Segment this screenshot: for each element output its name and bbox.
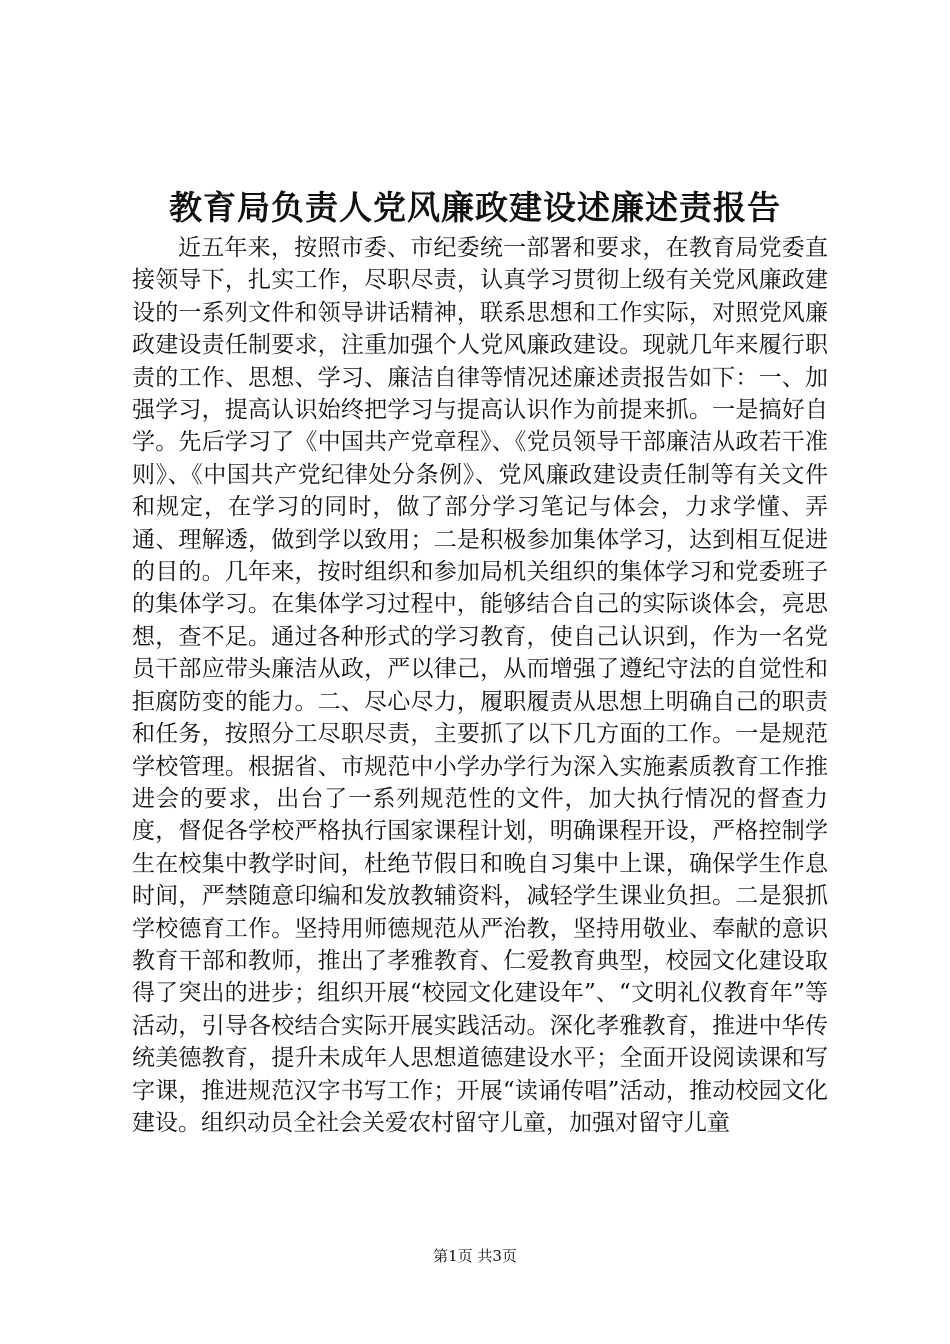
page-number-footer: 第1页 共3页 (433, 1247, 517, 1265)
document-body-paragraph: 近五年来，按照市委、市纪委统一部署和要求，在教育局党委直接领导下，扎实工作，尽职尽责，认真学习贯彻上级有关党风廉政建设的一系列文件和领导讲话精神，联系思想和工作实际，对照党风廉政建设责任制要求，注重加强个人党风廉政建设。现就几年来履行职责的工作、思想、学习、廉洁自律等情况述廉述责报告如下：一、加强学习，提高认识始终把学习与提高认识作为前提来抓。一是搞好自学。先后学习了《中国共产党章程》、《党员领导干部廉洁从政若干准则》、《中国共产党纪律处分条例》、党风廉政建设责任制等有关文件和规定，在学习的同时，做了部分学习笔记与体会，力求学懂、弄通、理解透，做到学以致用；二是积极参加集体学习，达到相互促进的目的。几年来，按时组织和参加局机关组织的集体学习和党委班子的集体学习。在集体学习过程中，能够结合自己的实际谈体会，亮思想，查不足。通过各种形式的学习教育，使自己认识到，作为一名党员干部应带头廉洁从政，严以律己，从而增强了遵纪守法的自觉性和拒腐防变的能力。二、尽心尽力，履职履责从思想上明确自己的职责和任务，按照分工尽职尽责，主要抓了以下几方面的工作。一是规范学校管理。根据省、市规范中小学办学行为深入实施素质教育工作推进会的要求，出台了一系列规范性的文件，加大执行情况的督查力度，督促各学校严格执行国家课程计划，明确课程开设，严格控制学生在校集中教学时间，杜绝节假日和晚自习集中上课，确保学生作息时间，严禁随意印编和发放教辅资料，减轻学生课业负担。二是狠抓学校德育工作。坚持用师德规范从严治教，坚持用敬业、奉献的意识教育干部和教师，推出了孝雅教育、仁爱教育典型，校园文化建设取得了突出的进步；组织开展“校园文化建设年”、“文明礼仪教育年”等活动，引导各校结合实际开展实践活动。深化孝雅教育，推进中华传统美德教育，提升未成年人思想道德建设水平；全面开设阅读课和写字课，推进规范汉字书写工作；开展“读诵传唱”活动，推动校园文化建设。组织动员全社会关爱农村留守儿童，加强对留守儿童 (132, 235, 828, 1136)
document-title: 教育局负责人党风廉政建设述廉述责报告 (169, 188, 781, 227)
